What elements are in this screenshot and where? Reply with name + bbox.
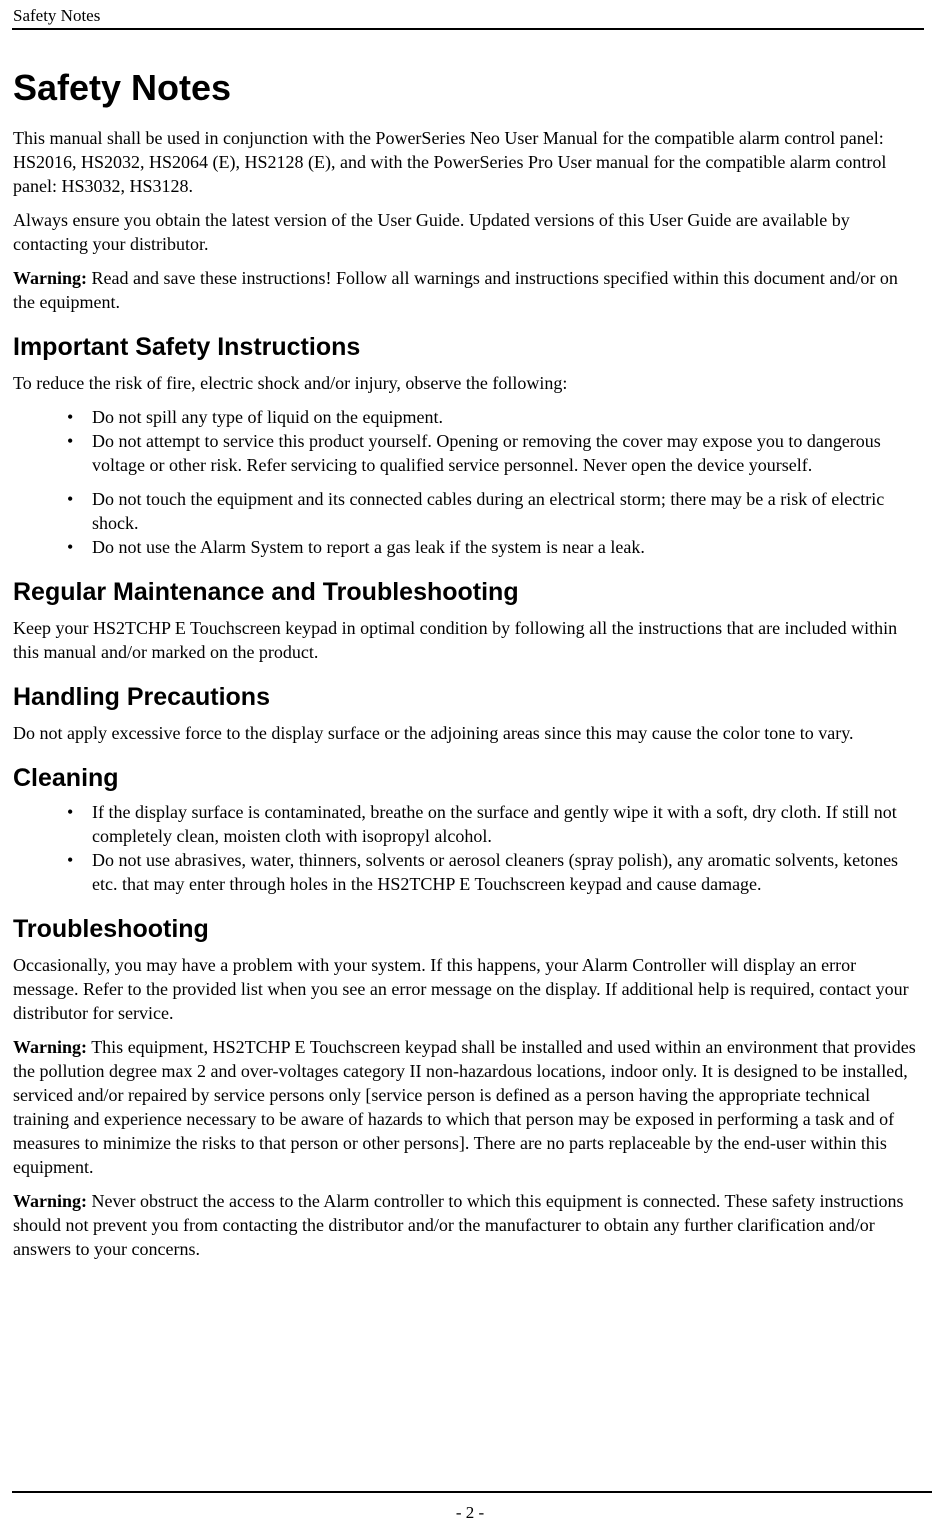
warning-label: Warning:: [13, 268, 88, 288]
list-item: • Do not use abrasives, water, thinners, solvents or aerosol cleaners (spray polish), any aromatic solvents, ketones etc. that may enter through holes in the HS2TCHP E Touchscreen keypad and cause damage.: [67, 850, 899, 894]
page-content: [13, 66, 923, 1271]
bullet-icon: •: [67, 489, 74, 509]
warning-paragraph-1: [13, 266, 923, 314]
bullet-icon: •: [67, 431, 74, 451]
cleaning-bullet-list: [13, 800, 923, 896]
bullet-icon: •: [67, 407, 74, 427]
bullet-icon: •: [67, 802, 74, 822]
handling-paragraph: Do not apply excessive force to the display surface or the adjoining areas since this may cause the color tone to vary.: [13, 723, 854, 743]
warning-text: Never obstruct the access to the Alarm controller to which this equipment is connected. These safety instructions should not prevent you from contacting the distributor and/or the manufacturer to obtain any further clarification and/or answers to your concerns.: [13, 1191, 904, 1259]
list-item: • Do not use the Alarm System to report a gas leak if the system is near a leak.: [67, 537, 645, 557]
bullet-icon: •: [67, 850, 74, 870]
bullet-icon: •: [67, 537, 74, 557]
header-rule: [12, 28, 924, 30]
warning-paragraph-3: [13, 1189, 923, 1261]
warning-paragraph-2: [13, 1035, 923, 1179]
page-number: - 2 -: [455, 1503, 485, 1522]
running-header: Safety Notes: [13, 6, 101, 25]
list-item: • Do not touch the equipment and its connected cables during an electrical storm; there may be a risk of electric shock.: [67, 489, 885, 533]
important-intro: To reduce the risk of fire, electric shock and/or injury, observe the following:: [13, 373, 568, 393]
section-heading-maintenance: Regular Maintenance and Troubleshooting: [13, 578, 519, 606]
warning-text: This equipment, HS2TCHP E Touchscreen keypad shall be installed and used within an environment that provides the pollution degree max 2 and over-voltages category II non-hazardous locations, indoor only. It is designed to be installed, serviced and/or repaired by service persons only [service person is defined as a person having the appropriate technical training and experience necessary to be aware of hazards to which that person may be exposed in performing a task and of measures to minimize the risks to that person or other persons]. There are no parts replaceable by the end-user within this equipment.: [13, 1037, 916, 1177]
maintenance-paragraph: Keep your HS2TCHP E Touchscreen keypad in optimal condition by following all the instructions that are included within this manual and/or marked on the product.: [13, 618, 898, 662]
section-heading-cleaning: Cleaning: [13, 764, 119, 792]
intro-paragraph-1: This manual shall be used in conjunction with the PowerSeries Neo User Manual for the compatible alarm control panel: HS2016, HS2032, HS2064 (E), HS2128 (E), and with the PowerSeries Pro User manual for the compatible alarm control panel: HS3032, HS3128.: [13, 128, 887, 196]
list-item: • Do not attempt to service this product yourself. Opening or removing the cover may expose you to dangerous voltage or other risk. Refer servicing to qualified service personnel. Never open the device yourself.: [67, 431, 881, 475]
important-bullet-list: [13, 405, 923, 559]
warning-label: Warning:: [13, 1037, 88, 1057]
warning-label: Warning:: [13, 1191, 88, 1211]
list-item: • Do not spill any type of liquid on the equipment.: [67, 407, 443, 427]
footer-rule: [12, 1491, 932, 1493]
troubleshooting-paragraph: Occasionally, you may have a problem with your system. If this happens, your Alarm Controller will display an error message. Refer to the provided list when you see an error message on the display. If additional help is required, contact your distributor for service.: [13, 955, 909, 1023]
section-heading-handling: Handling Precautions: [13, 683, 270, 711]
list-item: • If the display surface is contaminated, breathe on the surface and gently wipe it with a soft, dry cloth. If still not completely clean, moisten cloth with isopropyl alcohol.: [67, 802, 897, 846]
section-heading-troubleshooting: Troubleshooting: [13, 915, 209, 943]
intro-paragraph-2: Always ensure you obtain the latest version of the User Guide. Updated versions of this User Guide are available by contacting your distributor.: [13, 210, 850, 254]
warning-text: Read and save these instructions! Follow all warnings and instructions specified within this document and/or on the equipment.: [13, 268, 898, 312]
page-title: Safety Notes: [13, 67, 232, 108]
section-heading-important: Important Safety Instructions: [13, 333, 361, 361]
